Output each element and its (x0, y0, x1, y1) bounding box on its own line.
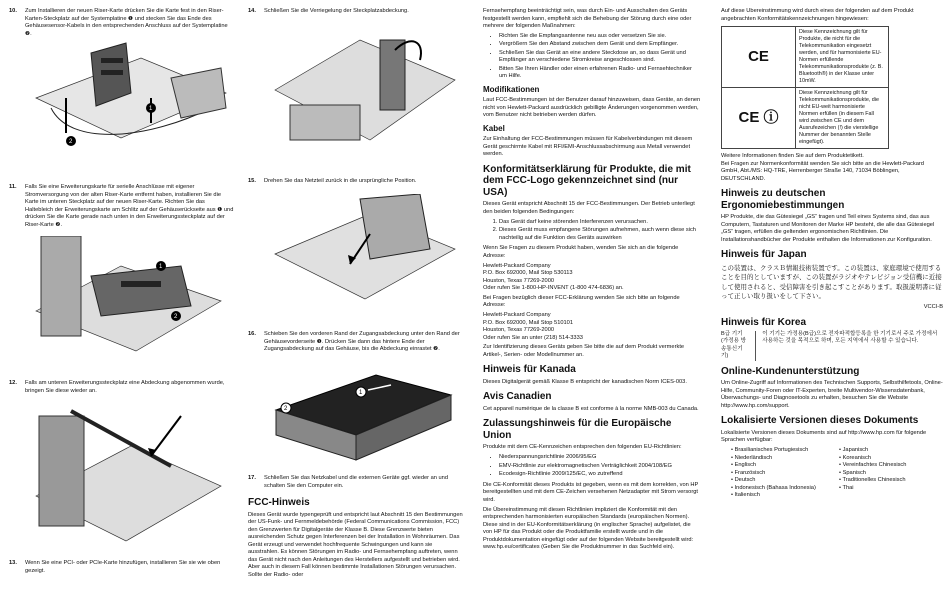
eu-directives-list (499, 454, 701, 478)
address-block-2 (483, 312, 701, 342)
list-item: • Englisch (731, 462, 835, 470)
more-info-text: Weitere Informationen finden Sie auf dem Produktetikett. (721, 153, 864, 160)
ergonomics-text: HP Produkte, die das Gütesiegel „GS“ tragen und Teil eines Systems sind, das aus Computern, Tastaturen und Monitoren der Marke HP besteht, die alle das Gütesiegel „GS“ tragen, erfüllen die geltenden ergonomischen Richtlinien. Die Installationshandbücher der Produkte enthalten die Informationen zur Konfiguration. (721, 214, 935, 243)
step-number: 14. (248, 8, 256, 14)
list-item: • Niederspannungsrichtlinie 2006/95/EG (499, 454, 701, 462)
svg-text:1: 1 (149, 106, 153, 112)
address-line: P.O. Box 692000, Mail Stop 530113 (483, 270, 573, 277)
svg-text:1: 1 (359, 390, 363, 396)
list-item: • Vergrößern Sie den Abstand zwischen dem Gerät und dem Empfänger. (499, 41, 701, 49)
ce-mark-icon: CE (722, 27, 796, 88)
list-item: 2. Dieses Gerät muss empfangene Störungen aufnehmen, auch wenn diese sich nachteilig auf die Funktion des Geräts auswirken (499, 227, 701, 242)
korea-heading: Hinweis für Korea (721, 316, 807, 328)
list-item: • Japanisch (839, 447, 943, 455)
step-number: 15. (248, 178, 256, 184)
conformity-heading: Konformitätserklärung für Produkte, die mit dem FCC-Logo gekennzeichnet sind (nur USA) (483, 163, 691, 198)
slot-cover-illustration (31, 406, 226, 546)
korea-notice (721, 331, 943, 361)
step-number: 17. (248, 475, 256, 481)
step-text: Schließen Sie die Verriegelung der Steckplatzabdeckung. (264, 8, 409, 14)
list-item: • Französisch (731, 470, 835, 478)
languages-list (731, 447, 943, 500)
eu-conformity-text: Die Übereinstimmung mit diesen Richtlinien impliziert die Konformität mit den entsprechenden harmonisierten europäischen Standards (europäischen Normen). Diese sind in der EU-Konformitätserklärung (in englischer Sprache) aufgelistet, die von HP für das Produkt oder die Produktfamilie erstellt wurde und in die Produktdokumentation eingefügt oder auf der folgenden Website bereitgestellt wird: www.hp.eu/certificates (Geben Sie die Produktnummer in das Suchfeld ein). (483, 506, 694, 551)
list-item: • Vereinfachtes Chinesisch (839, 462, 943, 470)
list-item: 1. Das Gerät darf keine störenden Interferenzen verursachen. (499, 219, 701, 227)
online-support-heading: Online-Kundenunterstützung (721, 365, 860, 377)
step-text: Falls am unteren Erweiterungssteckplatz eine Abdeckung abgenommen wurde, bringen Sie diese wieder an. (25, 380, 225, 394)
japan-heading: Hinweis für Japan (721, 249, 807, 261)
expansion-card-illustration (31, 236, 226, 356)
conformity-text: Dieses Gerät entspricht Abschnitt 15 der FCC-Bestimmungen. Der Betrieb unterliegt den beiden folgenden Bedingungen: (483, 201, 695, 215)
list-item: • EMV-Richtlinie zur elektromagnetischen Verträglichkeit 2004/108/EG (499, 463, 701, 471)
fcc-continued-text: Fernsehempfang beeinträchtigt sein, was durch Ein- und Ausschalten des Geräts festgestellt werden kann, empfiehlt sich die Behebung der Störung durch eine oder mehrere der folgenden Maßnahmen: (483, 8, 692, 30)
step-text: Schließen Sie das Netzkabel und die externen Geräte ggf. wieder an und schalten Sie den Computer ein. (264, 475, 449, 489)
list-item: • Richten Sie die Empfangsantenne neu aus oder versetzen Sie sie. (499, 33, 701, 41)
address-line: Hewlett-Packard Company (483, 262, 551, 269)
ce-marks-table (721, 26, 889, 149)
eu-text: Produkte mit dem CE-Kennzeichen entsprechen den folgenden EU-Richtlinien: (483, 444, 682, 451)
list-item: • Brasilianisches Portugiesisch (731, 447, 835, 455)
address-line: Houston, Texas 77269-2000 (483, 277, 555, 284)
step-13 (9, 560, 234, 575)
avis-canadien-heading: Avis Canadien (483, 391, 552, 403)
step-number: 16. (248, 331, 256, 337)
cable-text: Zur Einhaltung der FCC-Bestimmungen müssen für Kabelverbindungen mit diesem Gerät geschirmte Kabel mit RFI/EMI-Anschlussabschirmung aus Metall verwendet werden. (483, 136, 693, 158)
step-number: 13. (9, 560, 17, 566)
step-number: 10. (9, 8, 17, 14)
step-15 (248, 178, 463, 186)
avis-canadien-text: Cet appareil numérique de la classe B est conforme à la norme NMB-003 du Canada. (483, 405, 699, 412)
address-line: Houston, Texas 77269-2000 (483, 327, 555, 334)
canada-heading: Hinweis für Kanada (483, 364, 576, 376)
step-text: Falls Sie eine Erweiterungskarte für serielle Anschlüsse mit eigener Stromversorgung von der alten Riser-Karte entfernt haben, installieren Sie die Karte im unteren Steckplatz auf der neuen Riser-Karte. Richten Sie das Haltebleich der Erweiterungskarte am Schlitz auf der Gehäuserückseite aus ❶ und drücken Sie die Karte gerade nach unten in den Erweiterungssteckplatz auf der Riser-Karte ❷. (25, 184, 234, 228)
ce-intro-text: Auf diese Übereinstimmung wird durch eines der folgenden auf dem Produkt angebrachten Konformitätskennzeichnungen hingewiesen: (721, 8, 914, 22)
fcc-questions-text: Bei Fragen bezüglich dieser FCC-Erklärung wenden Sie sich bitte an folgende Adresse: (483, 294, 680, 309)
svg-text:2: 2 (284, 406, 288, 412)
column-1 (9, 8, 234, 604)
japan-text: この装置は、クラスＢ情報技術装置です。この装置は、家庭環境で使用することを目的としていますが、この装置がラジオやテレビジョン受信機に近接して使用されると、受信障害を引き起こすことがあります。取扱説明書に従って正しい取り扱いをして下さい。 (721, 264, 942, 301)
step-text: Wenn Sie eine PCI- oder PCIe-Karte hinzufügen, installieren Sie sie wie oben gezeigt. (25, 560, 221, 574)
address-line: Oder rufen Sie 1-800-HP-INVENT (1-800 474-6836) an. (483, 285, 624, 292)
step-17 (248, 475, 463, 490)
list-item: • Indonesisch (Bahasa Indonesia) (731, 485, 835, 493)
ce-mark-description: Diese Kennzeichnung gilt für Telekommunikationsprodukte, die nicht EU-weit harmonisierte Normen erfüllen (in diesem Fall wird zwischen CE und dem Ausrufezeichen (!) die vierstellige Nummer der benannten Stelle eingefügt). (796, 88, 889, 149)
ergonomics-heading: Hinweis zu deutschen Ergonomiebestimmungen (721, 188, 845, 211)
ce-alert-mark-icon: CE ⓘ (722, 88, 796, 149)
step-number: 11. (9, 184, 17, 190)
step-text: Drehen Sie das Netzteil zurück in die ursprüngliche Position. (264, 178, 417, 184)
address-line: Hewlett-Packard Company (483, 312, 551, 319)
modifications-heading: Modifikationen (483, 84, 540, 94)
eu-ce-text: Die CE-Konformität dieses Produkts ist gegeben, wenn es mit dem korrekten, von HP bereitgestellten und mit dem CE-Zeichen versehenen Netzadapter mit Strom versorgt wird. (483, 481, 699, 503)
list-item: • Spanisch (839, 470, 943, 478)
step-text: Zum Installieren der neuen Riser-Karte drücken Sie die Karte fest in den Riser-Karten-Steckplatz auf der Systemplatine ❶ und stecken Sie das Ende des Gehäusesensor-Kabels in den entsprechenden Anschluss auf der Systemplatine ❷. (25, 8, 228, 37)
list-item: • Italienisch (731, 492, 835, 500)
vcci-code: VCCI-B (923, 304, 943, 311)
svg-text:2: 2 (174, 314, 178, 320)
conformity-conditions-list (499, 219, 701, 242)
column-3 (483, 8, 701, 604)
localized-docs-heading: Lokalisierte Versionen dieses Dokuments (721, 415, 919, 427)
fcc-section (248, 492, 463, 582)
step-14 (248, 8, 463, 16)
step-text: Schieben Sie den vorderen Rand der Zugangsabdeckung unter den Rand der Gehäusevorderseite ❶. Drücken Sie dann das hintere Ende der Zugangsabdeckung auf das Gehäuse, bis die Abdeckung einrastet ❷. (264, 331, 460, 353)
column-2 (248, 8, 463, 604)
fcc-heading: FCC-Hinweis (248, 497, 310, 508)
list-item: • Niederländisch (731, 455, 835, 463)
fcc-text: Dieses Gerät wurde typengeprüft und entspricht laut Abschnitt 15 den Bestimmungen der US-Funk- und Fernmeldebehörde (Federal Communications Commission, FCC) den Grenzwerten für Digitalgeräte der Klasse B. Diese Grenzwerte bieten ausreichenden Schutz gegen Interferenzen bei der Installation in Wohnräumen. Das Gerät erzeugt und verwendet hochfrequente Schwingungen und kann sie ausstrahlen. Es können Störungen im Radio- und Fernsehempfang auftreten, wenn das Gerät nicht nach den Anleitungen des Herstellers aufgestellt und betrieben wird. Aber auch in diesem Fall können bestimmte Installationen Störungen verursachen. Sollte der Radio- oder (248, 511, 463, 578)
contact-text: Bei Fragen zur Normenkonformität wenden Sie sich bitte an die Hewlett-Packard GmbH, Abt./MS: HQ-TRE, Herrenberger Straße 140, 71034 Böblingen, DEUTSCHLAND. (721, 160, 924, 182)
list-item: • Traditionelles Chinesisch (839, 477, 943, 485)
step-12 (9, 380, 234, 395)
korea-notice-text: 이 기기는 가정용(B급)으로 전자파적합등록을 한 기기로서 주로 가정에서 사용하는 것을 목적으로 하며, 모든 지역에서 사용할 수 있습니다. (755, 331, 943, 361)
list-item: • Deutsch (731, 477, 835, 485)
address-block-1 (483, 263, 701, 293)
list-item: • Ecodesign-Richtlinie 2009/125/EC, wo zutreffend (499, 471, 701, 479)
step-number: 12. (9, 380, 17, 386)
fcc-measures-list (499, 33, 701, 80)
online-support-text: Um Online-Zugriff auf Informationen des Technischen Supports, Selbsthilfetools, Online-Hilfe, Community-Foren oder IT-Experten, breite Multivendor-Wissensdatenbank, Überwachungs- und Diagnosetools zu erhalten, besuchen Sie die Website http://www.hp.com/support. (721, 380, 943, 409)
localized-docs-text: Lokalisierte Versionen dieses Dokuments sind auf http://www.hp.com für folgende Sprachen verfügbar: (721, 429, 927, 444)
table-row (722, 88, 889, 149)
modifications-text: Laut FCC-Bestimmungen ist der Benutzer darauf hinzuweisen, dass Geräte, an denen nicht von Hewlett-Packard ausdrücklich gebilligte Änderungen vorgenommen werden, vom Benutzer nicht betrieben werden dürfen. (483, 97, 701, 119)
address-line: P.O. Box 692000, Mail Stop 510101 (483, 319, 574, 326)
column-4 (721, 8, 943, 604)
korea-class-label: B급 기기 (가정용 방송통신기기) (721, 331, 747, 360)
power-supply-illustration (270, 194, 460, 306)
table-row (722, 27, 889, 88)
list-item: • Thai (839, 485, 943, 493)
access-panel-illustration (266, 360, 461, 465)
svg-text:2: 2 (69, 139, 73, 145)
step-10 (9, 8, 234, 38)
svg-text:1: 1 (159, 264, 163, 270)
cable-heading: Kabel (483, 123, 505, 133)
list-item: • Bitten Sie Ihren Händler oder einen erfahrenen Radio- und Fernsehtechniker um Hilfe. (499, 66, 701, 81)
step-16 (248, 331, 463, 354)
questions-text: Wenn Sie Fragen zu diesem Produkt haben, wenden Sie sich an die folgende Adresse: (483, 245, 679, 259)
list-item: • Schließen Sie das Gerät an eine andere Steckdose an, so dass Gerät und Empfänger an verschiedene Stromkreise angeschlossen sind. (499, 50, 701, 65)
eu-heading: Zulassungshinweis für die Europäische Union (483, 418, 672, 441)
address-line: Oder rufen Sie an unter (218) 514-3333 (483, 334, 583, 341)
riser-card-illustration (31, 38, 231, 158)
canada-text: Dieses Digitalgerät gemäß Klasse B entspricht der kanadischen Norm ICES-003. (483, 378, 687, 385)
step-11 (9, 184, 234, 229)
slot-latch-illustration (270, 20, 460, 160)
list-item: • Koreanisch (839, 455, 943, 463)
ce-mark-description: Diese Kennzeichnung gilt für Produkte, die nicht für die Telekommunikation eingesetzt werden, und für harmonisierte EU-Normen erfüllende Telekommunikationsprodukte (z. B. Bluetooth®) in der Klasse unter 10mW. (796, 27, 889, 88)
identification-text: Zur Identifizierung dieses Geräts geben Sie bitte die auf dem Produkt vermerkte Artikel-, Serien- oder Modellnummer an. (483, 344, 685, 358)
